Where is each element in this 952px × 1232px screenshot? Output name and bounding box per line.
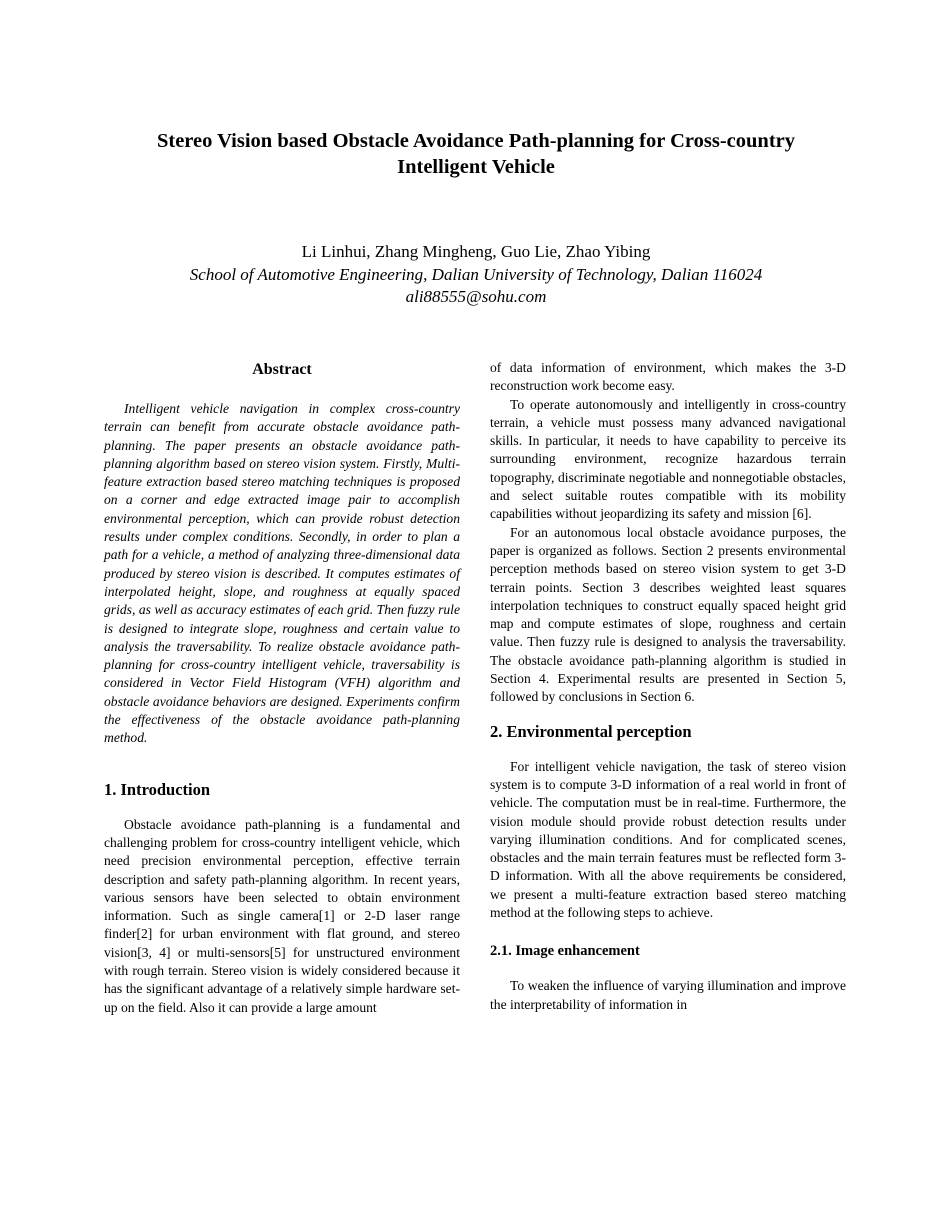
intro-paragraph-3: For an autonomous local obstacle avoidance purposes, the paper is organized as follows. Section 2 presents environmental perception methods based on stereo vision system to get 3-D terrain points. Section 3 describes weighted least squares interpolation techniques to construct equally spaced height grid map and compute estimates of slope, roughness and certain value. Then fuzzy rule is designed to analysis the traversability. The obstacle avoidance path-planning algorithm is studied in Section 4. Experimental results are presented in Section 5, followed by conclusions in Section 6. xyxy=(490,524,846,705)
title-line-2: Intelligent Vehicle xyxy=(397,156,555,178)
right-column xyxy=(490,359,846,1014)
author-email: ali88555@sohu.com xyxy=(405,287,547,306)
paper-title xyxy=(100,128,852,180)
abstract-section xyxy=(104,360,460,748)
left-column xyxy=(104,360,460,1017)
subsection-heading-image-enhancement: 2.1. Image enhancement xyxy=(490,943,640,960)
intro-paragraph-2: To operate autonomously and intelligently in cross-country terrain, a vehicle must possess many advanced navigational skills. In particular, it needs to have capability to perceive its surrounding environment, recognize hazardous terrain topography, discriminate negotiable and nonnegotiable obstacles, and select suitable routes compatible with its mobility capabilities without jeopardizing its safety and mission [6]. xyxy=(490,396,846,522)
author-block xyxy=(60,241,892,309)
affiliation: School of Automotive Engineering, Dalian University of Technology, Dalian 116024 xyxy=(189,264,763,284)
enh-paragraph-1: To weaken the influence of varying illumination and improve the interpretability of information in xyxy=(490,978,846,1012)
abstract-text: Intelligent vehicle navigation in complex cross-country terrain can benefit from accurate obstacle avoidance path-planning. The paper presents an obstacle avoidance path-planning algorithm based on stereo vision system. Firstly, Multi-feature extraction based stereo matching techniques is proposed on a corner and edge extracted image pair to accomplish environmental perception, which can provide robust detection results under complex conditions. Secondly, in order to plan a path for a vehicle, a method of analyzing three-dimensional data produced by stereo vision is described. It computes estimates of interpolated height, slope, and roughness at equally spaced grids, as well as accuracy estimates of each grid. Then fuzzy rule is designed to integrate slope, roughness and certain value to analysis the traversability. To realize obstacle avoidance path-planning for cross-country intelligent vehicle, traversability is considered in Vector Field Histogram (VFH) algorithm and obstacle avoidance behaviors are designed. Experiments confirm the effectiveness of the obstacle avoidance path-planning method. xyxy=(104,401,460,746)
title-line-1: Stereo Vision based Obstacle Avoidance Path-planning for Cross-country xyxy=(156,130,795,152)
author-names: Li Linhui, Zhang Mingheng, Guo Lie, Zhao Yibing xyxy=(301,242,651,261)
section-heading-environmental-perception: 2. Environmental perception xyxy=(490,721,692,741)
section-heading-introduction: 1. Introduction xyxy=(104,779,211,799)
abstract-heading: Abstract xyxy=(252,361,312,378)
intro-paragraph-1-continued: of data information of environment, which makes the 3-D reconstruction work become easy. xyxy=(490,360,846,394)
intro-paragraph-1: Obstacle avoidance path-planning is a fundamental and challenging problem for cross-country intelligent vehicle, which need precision environmental perception, effective terrain description and safety path-planning algorithm. In recent years, various sensors have been selected to obtain environment information. Such as single camera[1] or 2-D laser range finder[2] for urban environment with flat ground, and stereo vision[3, 4] or multi-sensors[5] for unstructured environment with rough terrain. Stereo vision is widely considered because it has the significant advantage of a relatively simple hardware set-up on the field. Also it can provide a large amount xyxy=(104,816,460,1015)
env-paragraph-1: For intelligent vehicle navigation, the task of stereo vision system is to compute 3-D information of a real world in front of vehicle. The computation must be in real-time. Furthermore, the vision module should provide robust detection results under varying illumination conditions. And for complicated scenes, obstacles and the main terrain features must be reflected form 3-D information. With all the above requirements be considered, we present a multi-feature extraction based stereo matching method at the following steps to achieve. xyxy=(490,758,846,921)
